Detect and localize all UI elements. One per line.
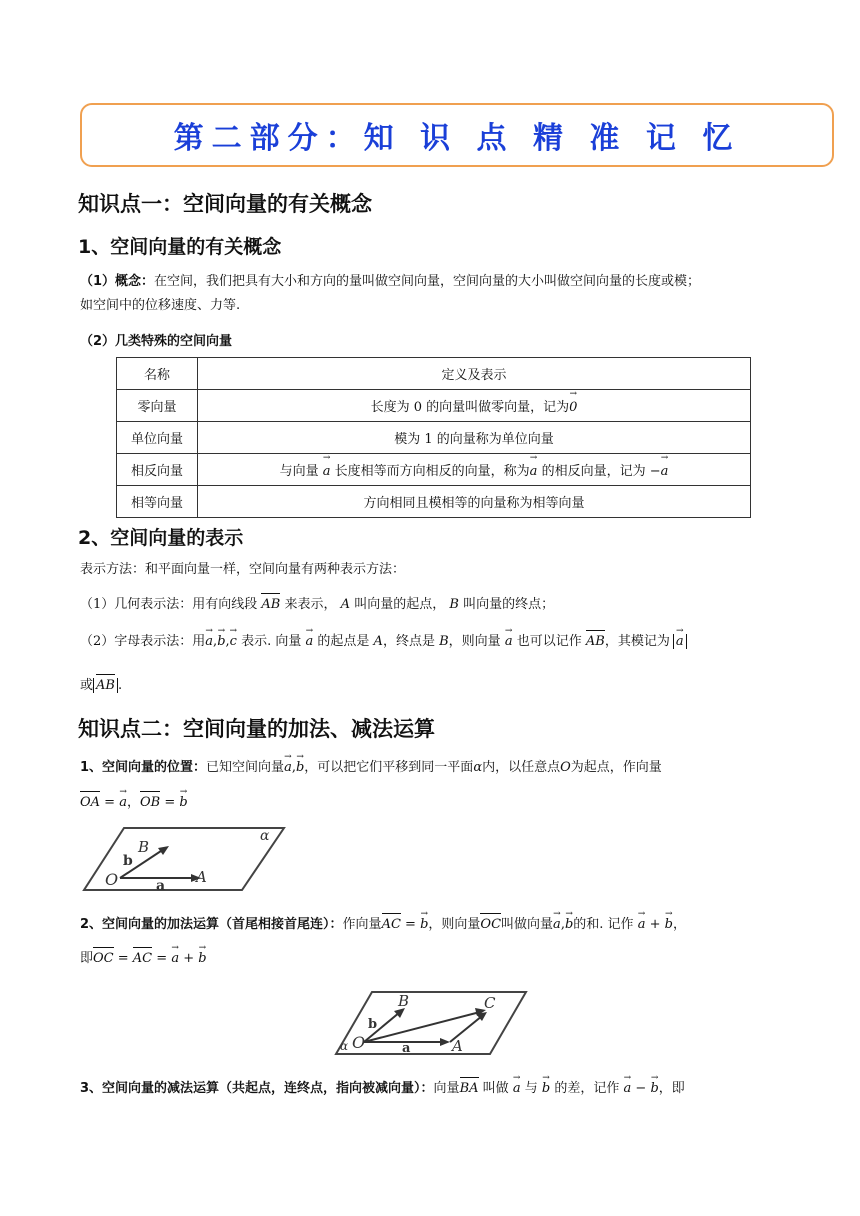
svg-text:a: a xyxy=(156,878,166,894)
zero-vector-symbol: → 0 xyxy=(569,400,577,415)
svg-text:α: α xyxy=(260,828,270,844)
table-cell: 相反向量 xyxy=(117,454,198,486)
sub2-heading: 2、空间向量的表示 xyxy=(78,527,244,549)
section-banner xyxy=(80,103,834,167)
banner-title: 第二部分：知 识 点 精 准 记 忆 xyxy=(173,121,741,156)
svg-text:A: A xyxy=(452,1037,463,1055)
svg-text:O: O xyxy=(352,1033,366,1052)
p2-line: 2、空间向量的加法运算（首尾相接首尾连）：作向量AC = → b，则向量OC叫做向量→ a,→ b的和. 记作 → a + → b， xyxy=(80,913,686,935)
section2-heading: 知识点二：空间向量的加法、减法运算 xyxy=(78,717,435,741)
table-row xyxy=(117,486,751,518)
table-cell: 模为 1 的向量称为单位向量 xyxy=(198,422,751,454)
table-row xyxy=(117,358,751,390)
table-header-name: 名称 xyxy=(117,358,198,390)
svg-text:B: B xyxy=(138,838,150,856)
rep1-line: （1）几何表示法：用有向线段 AB 来表示， A 叫向量的起点， B 叫向量的终点； xyxy=(80,593,554,615)
p2-line2: 即OC = AC = → a + → b xyxy=(80,947,207,969)
concept-line2: 如空间中的位移速度、力等. xyxy=(80,298,241,313)
svg-text:α: α xyxy=(340,1039,349,1053)
svg-text:B: B xyxy=(398,992,410,1010)
table-row xyxy=(117,454,751,486)
rep2-line: （2）字母表示法：用→ a,→ b,→ c 表示. 向量 → a 的起点是 A，终点是 B，则向量 → a 也可以记作 AB，其模记为→ a xyxy=(80,630,687,652)
p1-line: 1、空间向量的位置：已知空间向量→ a,→ b，可以把它们平移到同一平面α内，以任意点O为起点，作向量 xyxy=(80,758,662,778)
p3-line: 3、空间向量的减法运算（共起点，连终点，指向被减向量）：向量BA 叫做 → a 与 → b 的差，记作 → a − → b，即 xyxy=(80,1077,685,1099)
svg-text:b: b xyxy=(123,853,133,869)
svg-text:b: b xyxy=(368,1017,378,1032)
table-cell: 与向量 → a 长度相等而方向相反的向量，称为→ a 的相反向量，记为 −→ a xyxy=(198,454,751,486)
table-cell: 长度为 0 的向量叫做零向量，记为→ 0 xyxy=(198,390,751,422)
table-row xyxy=(117,390,751,422)
special-vectors-table xyxy=(116,357,751,518)
svg-text:a: a xyxy=(402,1041,411,1056)
rep-intro: 表示方法：和平面向量一样，空间向量有两种表示方法： xyxy=(80,562,406,577)
p1-line2: OA = → a，OB = → b xyxy=(80,791,188,813)
vector-addition-figure xyxy=(332,988,528,1058)
svg-text:A: A xyxy=(196,868,207,886)
table-cell: 零向量 xyxy=(117,390,198,422)
table-cell: 单位向量 xyxy=(117,422,198,454)
special-label: （2）几类特殊的空间向量 xyxy=(80,334,233,349)
concept-label: （1）概念： xyxy=(80,274,155,289)
sub1-heading: 1、空间向量的有关概念 xyxy=(78,236,282,258)
concept-text: 在空间，我们把具有大小和方向的量叫做空间向量，空间向量的大小叫做空间向量的长度或模； xyxy=(154,274,701,289)
vector-position-figure xyxy=(80,822,290,894)
table-cell: 方向相同且模相等的向量称为相等向量 xyxy=(198,486,751,518)
svg-text:C: C xyxy=(484,994,496,1012)
rep2-line2: 或 AB . xyxy=(80,674,122,696)
table-row xyxy=(117,422,751,454)
table-cell: 相等向量 xyxy=(117,486,198,518)
section1-heading: 知识点一：空间向量的有关概念 xyxy=(78,192,372,216)
svg-text:O: O xyxy=(105,870,119,889)
concept-line xyxy=(80,272,700,292)
table-header-def: 定义及表示 xyxy=(198,358,751,390)
